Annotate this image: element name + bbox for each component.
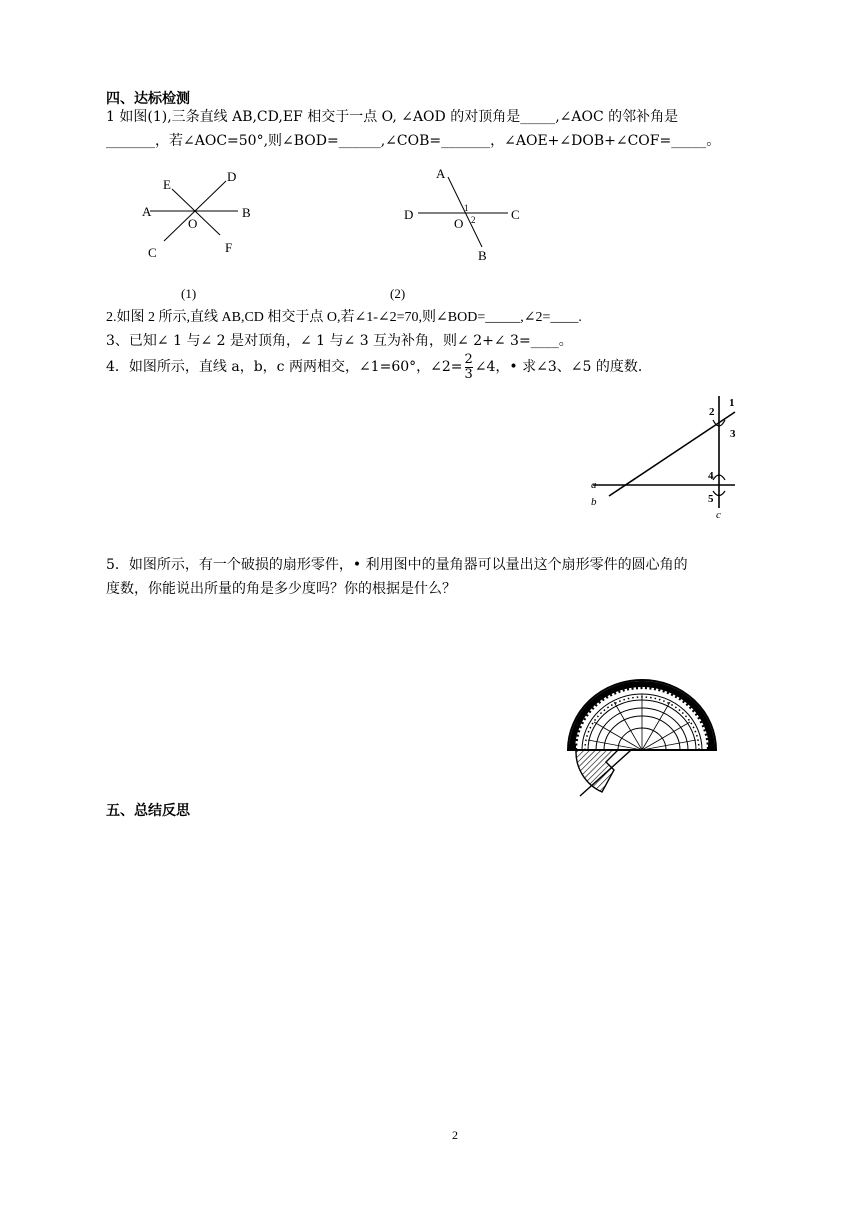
question-1-line-2: _______，若∠AOC=50°,则∠BOD=______,∠COB=_______，∠AOE+∠DOB+∠COF=_____。 [106,133,721,149]
fig2-label-c: C [511,207,520,222]
question-4-prefix: 4．如图所示，直线 a，b，c 两两相交，∠1=60°，∠2= [106,359,463,375]
fig2-label-a: A [436,166,446,181]
question-3: 3、已知∠ 1 与∠ 2 是对顶角，∠ 1 与∠ 3 互为补角，则∠ 2+∠ 3=____。 [106,333,573,349]
fig4-label-a: a [591,479,597,491]
question-5-line-1: 5．如图所示，有一个破损的扇形零件，• 利用图中的量角器可以量出这个扇形零件的圆心角的 [106,557,688,573]
fig1-label-c: C [148,245,157,260]
fig4-label-b: b [591,496,597,508]
fig1-label-f: F [225,240,233,255]
fig2-angle-2: 2 [471,215,476,225]
fig4-label-2: 2 [709,406,715,418]
question-5-line-2: 度数，你能说出所量的角是多少度吗？你的根据是什么？ [106,581,456,597]
question-2: 2.如图 2 所示,直线 AB,CD 相交于点 O,若∠1-∠2=70,则∠BOD=_____,∠2=____. [106,310,582,325]
fraction-numerator: 2 [464,351,473,367]
fig2-angle-1: 1 [464,203,469,213]
section5-heading: 五、总结反思 [106,803,190,819]
protractor-figure [562,670,722,802]
fig1-label-o: O [188,216,198,231]
fig1-label-b: B [242,205,251,220]
figure-4-diagram [585,392,745,522]
figure-2-caption: (2) [390,286,406,301]
fig2-label-o: O [454,216,464,231]
fraction-denominator: 3 [464,366,473,382]
fig4-label-3: 3 [730,428,736,440]
question-4-suffix: ∠4，• 求∠3、∠5 的度数． [474,359,652,375]
fig4-label-4: 4 [708,470,714,482]
question-4-fraction [465,353,473,382]
fig1-label-d: D [227,169,237,184]
fig1-label-a: A [142,204,152,219]
fig2-label-b: B [478,248,487,263]
fig4-label-c: c [716,509,721,521]
question-1-line-1: 1 如图(1),三条直线 AB,CD,EF 相交于一点 O, ∠AOD 的对顶角是_____,∠AOC 的邻补角是 [106,109,679,125]
section4-heading: 四、达标检测 [106,91,190,107]
broken-sector-part [576,750,618,792]
figure-2-diagram [400,163,530,267]
question-4 [106,352,652,382]
fig1-label-e: E [163,177,171,192]
figure-1-caption: (1) [181,286,197,301]
fig4-label-1: 1 [729,397,735,409]
fig4-label-5: 5 [708,493,714,505]
figure-1-diagram [130,165,270,265]
page-number: 2 [452,1128,458,1142]
fig2-label-d: D [404,207,414,222]
